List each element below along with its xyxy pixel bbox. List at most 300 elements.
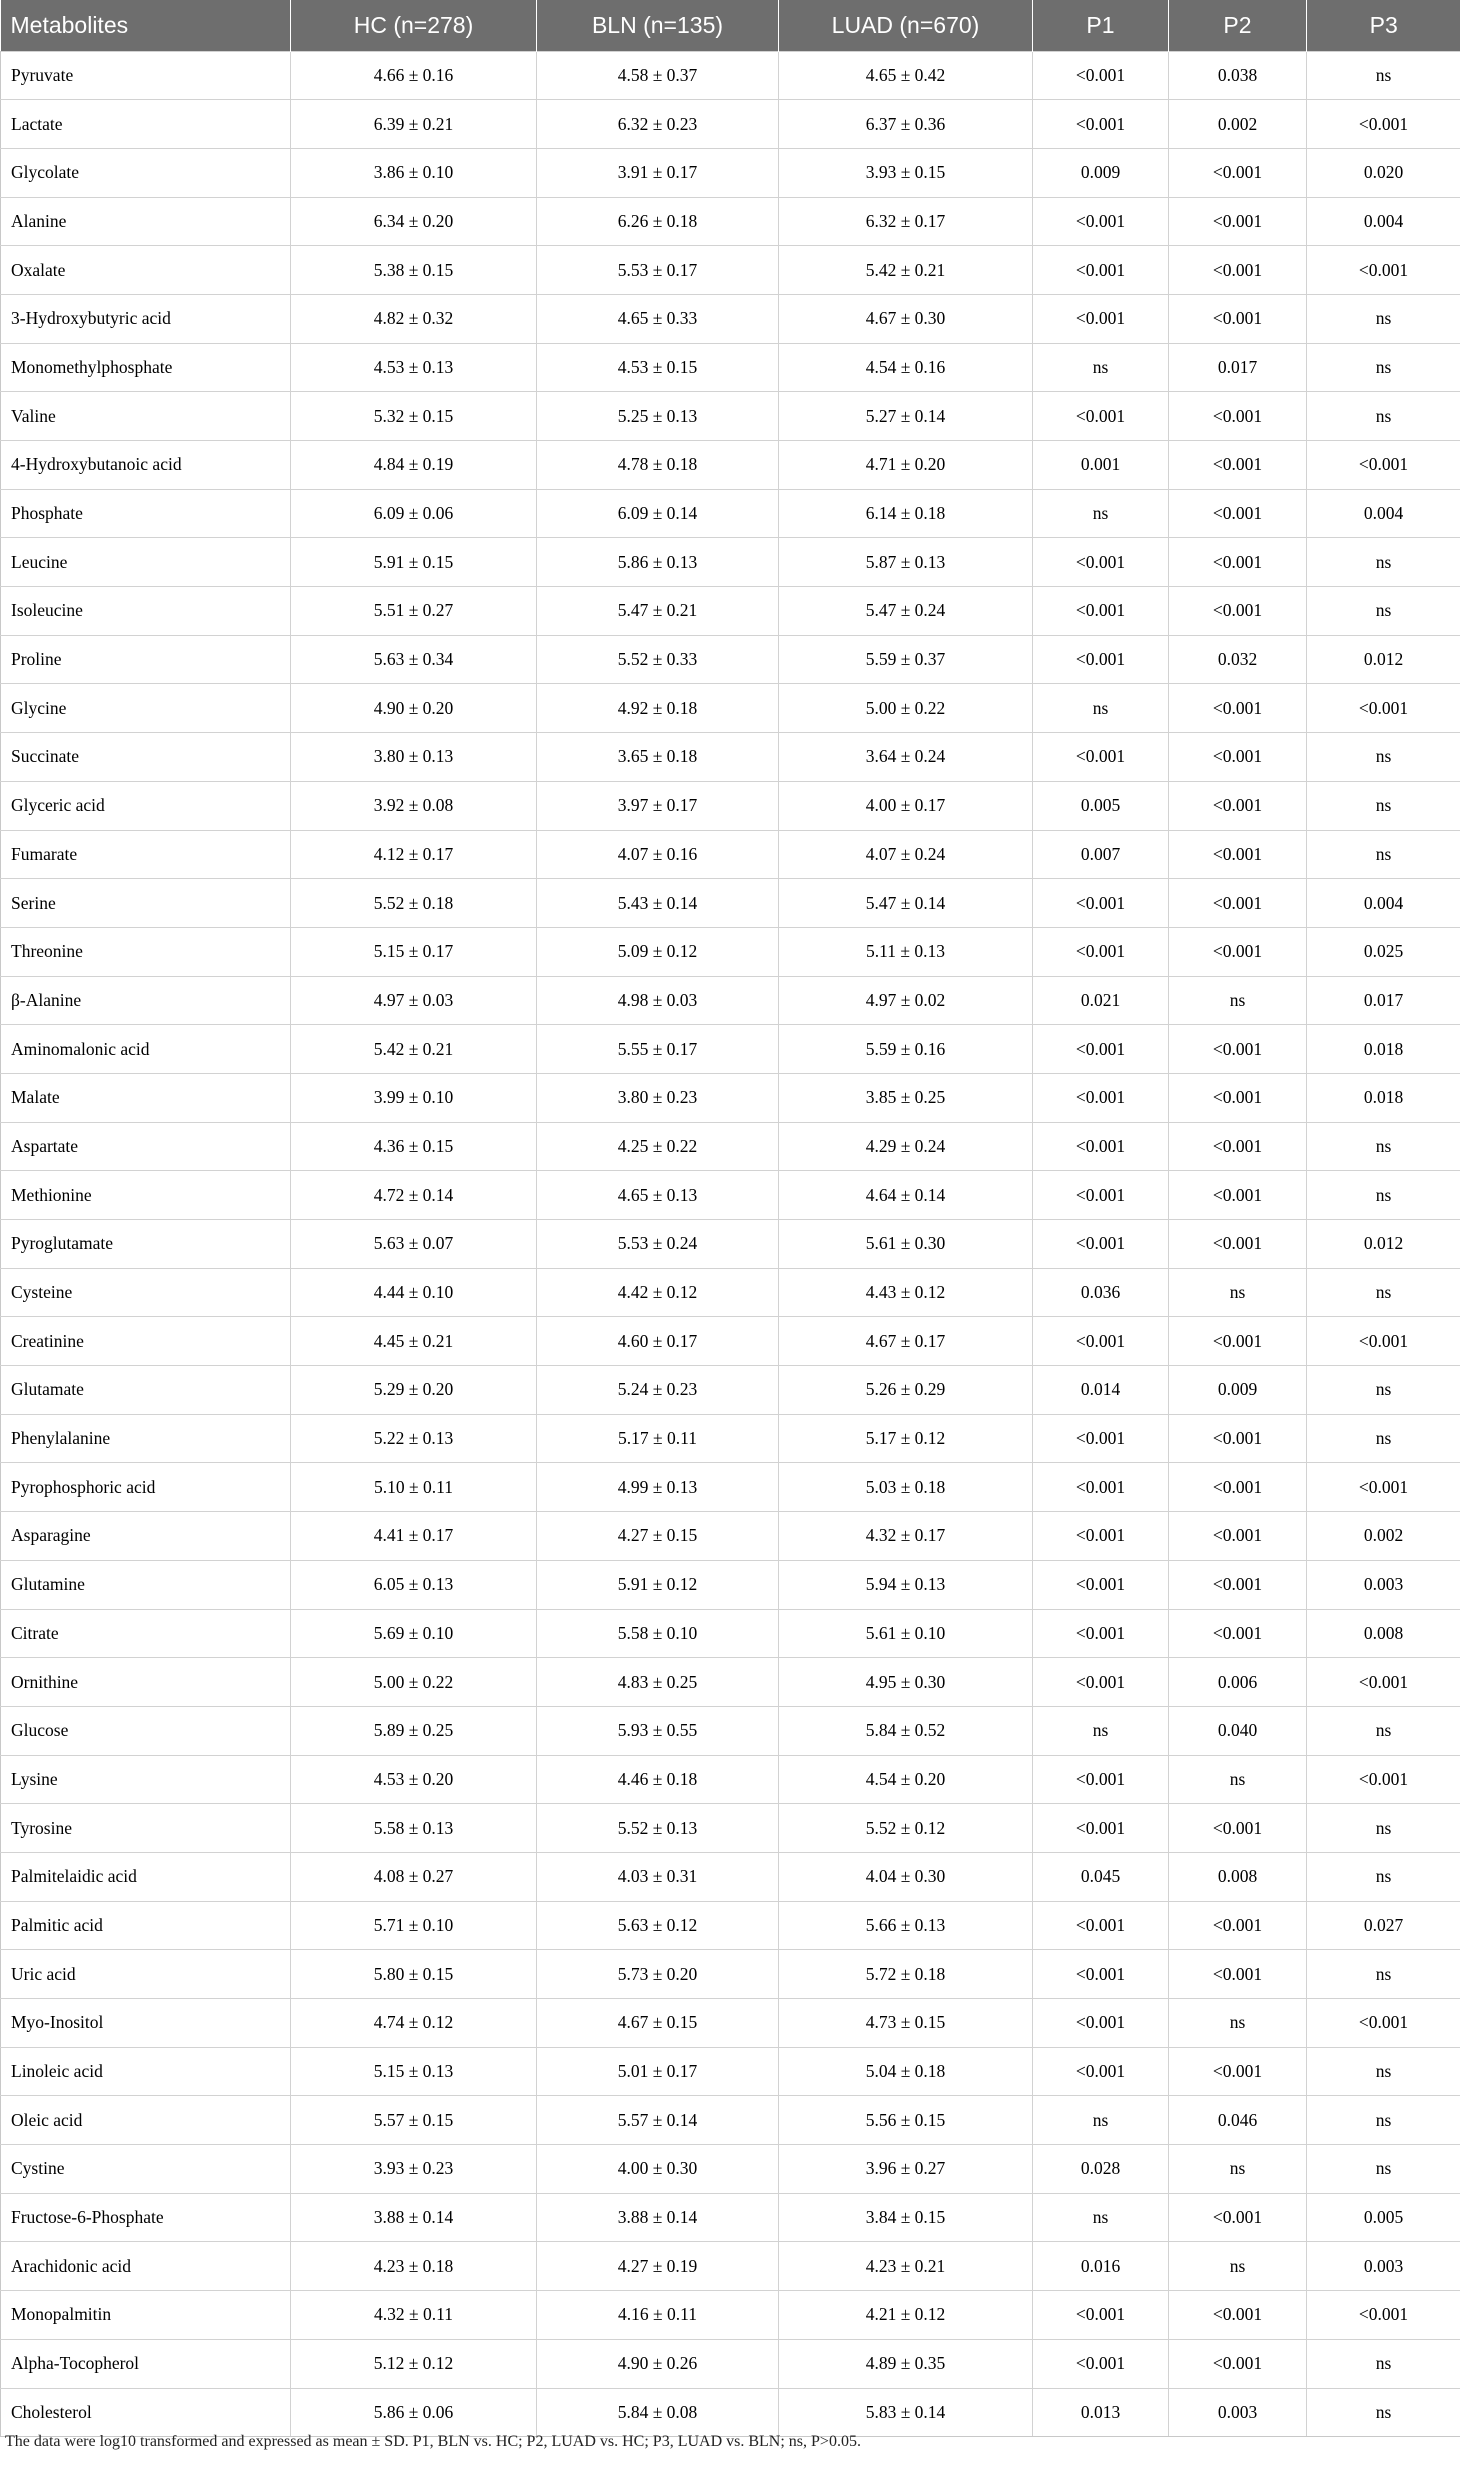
- hc-value-cell: 4.08 ± 0.27: [291, 1852, 537, 1901]
- metabolite-name-cell: Valine: [1, 392, 291, 441]
- p1-value-cell: <0.001: [1033, 1658, 1169, 1707]
- hc-value-cell: 5.32 ± 0.15: [291, 392, 537, 441]
- p3-value-cell: ns: [1307, 392, 1460, 441]
- bln-value-cell: 4.92 ± 0.18: [537, 684, 779, 733]
- luad-value-cell: 5.26 ± 0.29: [779, 1366, 1033, 1415]
- hc-value-cell: 4.97 ± 0.03: [291, 976, 537, 1025]
- bln-value-cell: 4.27 ± 0.19: [537, 2242, 779, 2291]
- hc-value-cell: 4.66 ± 0.16: [291, 51, 537, 100]
- p1-value-cell: ns: [1033, 343, 1169, 392]
- luad-value-cell: 4.21 ± 0.12: [779, 2291, 1033, 2340]
- luad-value-cell: 4.32 ± 0.17: [779, 1512, 1033, 1561]
- metabolite-name-cell: Oleic acid: [1, 2096, 291, 2145]
- hc-value-cell: 3.92 ± 0.08: [291, 781, 537, 830]
- table-row: [1, 1804, 1460, 1853]
- table-row: [1, 733, 1460, 782]
- table-row: [1, 197, 1460, 246]
- luad-value-cell: 4.97 ± 0.02: [779, 976, 1033, 1025]
- luad-value-cell: 5.84 ± 0.52: [779, 1706, 1033, 1755]
- table-row: [1, 1950, 1460, 1999]
- p3-value-cell: ns: [1307, 781, 1460, 830]
- p2-value-cell: 0.046: [1169, 2096, 1307, 2145]
- hc-value-cell: 4.53 ± 0.13: [291, 343, 537, 392]
- table-row: [1, 1755, 1460, 1804]
- luad-value-cell: 5.47 ± 0.24: [779, 587, 1033, 636]
- p3-value-cell: <0.001: [1307, 246, 1460, 295]
- p1-value-cell: 0.014: [1033, 1366, 1169, 1415]
- metabolite-name-cell: 3-Hydroxybutyric acid: [1, 294, 291, 343]
- hc-value-cell: 5.12 ± 0.12: [291, 2339, 537, 2388]
- p1-value-cell: <0.001: [1033, 1025, 1169, 1074]
- bln-value-cell: 5.52 ± 0.13: [537, 1804, 779, 1853]
- metabolite-name-cell: Lactate: [1, 100, 291, 149]
- metabolite-name-cell: Pyroglutamate: [1, 1220, 291, 1269]
- p1-value-cell: <0.001: [1033, 635, 1169, 684]
- table-row: [1, 1073, 1460, 1122]
- p3-value-cell: ns: [1307, 1950, 1460, 1999]
- metabolite-name-cell: Myo-Inositol: [1, 1999, 291, 2048]
- metabolite-name-cell: Creatinine: [1, 1317, 291, 1366]
- table-row: [1, 1317, 1460, 1366]
- hc-value-cell: 5.52 ± 0.18: [291, 879, 537, 928]
- table-row: [1, 246, 1460, 295]
- p2-value-cell: ns: [1169, 976, 1307, 1025]
- p1-value-cell: <0.001: [1033, 1999, 1169, 2048]
- p3-value-cell: 0.012: [1307, 1220, 1460, 1269]
- luad-value-cell: 5.59 ± 0.37: [779, 635, 1033, 684]
- table-row: [1, 1268, 1460, 1317]
- luad-value-cell: 4.67 ± 0.30: [779, 294, 1033, 343]
- metabolite-name-cell: Glyceric acid: [1, 781, 291, 830]
- hc-value-cell: 4.12 ± 0.17: [291, 830, 537, 879]
- p2-value-cell: <0.001: [1169, 1463, 1307, 1512]
- p1-value-cell: 0.009: [1033, 148, 1169, 197]
- table-row: [1, 538, 1460, 587]
- hc-value-cell: 4.90 ± 0.20: [291, 684, 537, 733]
- metabolite-name-cell: Fructose-6-Phosphate: [1, 2193, 291, 2242]
- table-row: [1, 587, 1460, 636]
- p2-value-cell: <0.001: [1169, 392, 1307, 441]
- metabolite-name-cell: Cholesterol: [1, 2388, 291, 2437]
- p1-value-cell: <0.001: [1033, 1609, 1169, 1658]
- p3-value-cell: ns: [1307, 2145, 1460, 2194]
- p3-value-cell: 0.003: [1307, 1560, 1460, 1609]
- metabolite-name-cell: Ornithine: [1, 1658, 291, 1707]
- p2-value-cell: 0.003: [1169, 2388, 1307, 2437]
- p3-value-cell: <0.001: [1307, 441, 1460, 490]
- p2-value-cell: <0.001: [1169, 538, 1307, 587]
- p2-value-cell: <0.001: [1169, 1512, 1307, 1561]
- table-row: [1, 2242, 1460, 2291]
- table-row: [1, 1463, 1460, 1512]
- bln-value-cell: 4.00 ± 0.30: [537, 2145, 779, 2194]
- hc-value-cell: 5.57 ± 0.15: [291, 2096, 537, 2145]
- metabolite-name-cell: Lysine: [1, 1755, 291, 1804]
- table-row: [1, 2145, 1460, 2194]
- p2-value-cell: <0.001: [1169, 879, 1307, 928]
- table-row: [1, 2291, 1460, 2340]
- p2-value-cell: <0.001: [1169, 441, 1307, 490]
- table-row: [1, 343, 1460, 392]
- luad-value-cell: 5.00 ± 0.22: [779, 684, 1033, 733]
- p2-value-cell: <0.001: [1169, 2339, 1307, 2388]
- p1-value-cell: <0.001: [1033, 1950, 1169, 1999]
- column-header-bln: BLN (n=135): [537, 0, 779, 51]
- p1-value-cell: 0.007: [1033, 830, 1169, 879]
- p3-value-cell: ns: [1307, 2096, 1460, 2145]
- table-row: [1, 635, 1460, 684]
- luad-value-cell: 6.32 ± 0.17: [779, 197, 1033, 246]
- table-row: [1, 1560, 1460, 1609]
- luad-value-cell: 4.89 ± 0.35: [779, 2339, 1033, 2388]
- luad-value-cell: 5.47 ± 0.14: [779, 879, 1033, 928]
- column-header-p1: P1: [1033, 0, 1169, 51]
- p3-value-cell: <0.001: [1307, 684, 1460, 733]
- metabolite-name-cell: 4-Hydroxybutanoic acid: [1, 441, 291, 490]
- bln-value-cell: 3.91 ± 0.17: [537, 148, 779, 197]
- table-row: [1, 1366, 1460, 1415]
- table-row: [1, 1999, 1460, 2048]
- p3-value-cell: 0.005: [1307, 2193, 1460, 2242]
- p2-value-cell: 0.032: [1169, 635, 1307, 684]
- p2-value-cell: <0.001: [1169, 830, 1307, 879]
- hc-value-cell: 5.89 ± 0.25: [291, 1706, 537, 1755]
- p3-value-cell: ns: [1307, 51, 1460, 100]
- p2-value-cell: <0.001: [1169, 197, 1307, 246]
- p1-value-cell: <0.001: [1033, 246, 1169, 295]
- hc-value-cell: 5.29 ± 0.20: [291, 1366, 537, 1415]
- p3-value-cell: ns: [1307, 1122, 1460, 1171]
- hc-value-cell: 5.42 ± 0.21: [291, 1025, 537, 1074]
- luad-value-cell: 3.85 ± 0.25: [779, 1073, 1033, 1122]
- table-footnote: The data were log10 transformed and expressed as mean ± SD. P1, BLN vs. HC; P2, LUAD vs. HC; P3, LUAD vs. BLN; ns, P>0.05.: [5, 2433, 861, 2450]
- hc-value-cell: 4.84 ± 0.19: [291, 441, 537, 490]
- bln-value-cell: 5.84 ± 0.08: [537, 2388, 779, 2437]
- p3-value-cell: <0.001: [1307, 1317, 1460, 1366]
- p2-value-cell: ns: [1169, 1755, 1307, 1804]
- table-row: [1, 392, 1460, 441]
- metabolite-name-cell: Aspartate: [1, 1122, 291, 1171]
- metabolite-name-cell: Arachidonic acid: [1, 2242, 291, 2291]
- p1-value-cell: ns: [1033, 2193, 1169, 2242]
- p3-value-cell: ns: [1307, 2047, 1460, 2096]
- bln-value-cell: 4.90 ± 0.26: [537, 2339, 779, 2388]
- p1-value-cell: <0.001: [1033, 733, 1169, 782]
- metabolite-name-cell: Phosphate: [1, 489, 291, 538]
- bln-value-cell: 5.53 ± 0.17: [537, 246, 779, 295]
- p2-value-cell: <0.001: [1169, 246, 1307, 295]
- bln-value-cell: 3.80 ± 0.23: [537, 1073, 779, 1122]
- p2-value-cell: <0.001: [1169, 1025, 1307, 1074]
- bln-value-cell: 4.78 ± 0.18: [537, 441, 779, 490]
- metabolite-name-cell: Cysteine: [1, 1268, 291, 1317]
- metabolite-name-cell: Glycolate: [1, 148, 291, 197]
- hc-value-cell: 5.91 ± 0.15: [291, 538, 537, 587]
- luad-value-cell: 5.61 ± 0.30: [779, 1220, 1033, 1269]
- metabolite-name-cell: Uric acid: [1, 1950, 291, 1999]
- hc-value-cell: 3.99 ± 0.10: [291, 1073, 537, 1122]
- p1-value-cell: <0.001: [1033, 2339, 1169, 2388]
- p1-value-cell: 0.005: [1033, 781, 1169, 830]
- p3-value-cell: 0.017: [1307, 976, 1460, 1025]
- table-row: [1, 2047, 1460, 2096]
- table-row: [1, 441, 1460, 490]
- table-row: [1, 294, 1460, 343]
- p3-value-cell: ns: [1307, 830, 1460, 879]
- p2-value-cell: <0.001: [1169, 781, 1307, 830]
- luad-value-cell: 4.04 ± 0.30: [779, 1852, 1033, 1901]
- hc-value-cell: 4.74 ± 0.12: [291, 1999, 537, 2048]
- p3-value-cell: 0.003: [1307, 2242, 1460, 2291]
- hc-value-cell: 5.58 ± 0.13: [291, 1804, 537, 1853]
- p1-value-cell: <0.001: [1033, 1220, 1169, 1269]
- p2-value-cell: 0.017: [1169, 343, 1307, 392]
- p2-value-cell: ns: [1169, 1268, 1307, 1317]
- table-row: [1, 1171, 1460, 1220]
- bln-value-cell: 5.86 ± 0.13: [537, 538, 779, 587]
- luad-value-cell: 4.73 ± 0.15: [779, 1999, 1033, 2048]
- table-row: [1, 781, 1460, 830]
- bln-value-cell: 4.98 ± 0.03: [537, 976, 779, 1025]
- p2-value-cell: <0.001: [1169, 927, 1307, 976]
- luad-value-cell: 5.66 ± 0.13: [779, 1901, 1033, 1950]
- luad-value-cell: 3.64 ± 0.24: [779, 733, 1033, 782]
- metabolite-name-cell: Proline: [1, 635, 291, 684]
- metabolite-name-cell: Monomethylphosphate: [1, 343, 291, 392]
- p2-value-cell: ns: [1169, 2242, 1307, 2291]
- bln-value-cell: 4.27 ± 0.15: [537, 1512, 779, 1561]
- hc-value-cell: 5.69 ± 0.10: [291, 1609, 537, 1658]
- p2-value-cell: <0.001: [1169, 1414, 1307, 1463]
- metabolite-name-cell: Monopalmitin: [1, 2291, 291, 2340]
- table-row: [1, 830, 1460, 879]
- bln-value-cell: 4.65 ± 0.33: [537, 294, 779, 343]
- p1-value-cell: 0.013: [1033, 2388, 1169, 2437]
- column-header-luad: LUAD (n=670): [779, 0, 1033, 51]
- p1-value-cell: 0.045: [1033, 1852, 1169, 1901]
- p1-value-cell: <0.001: [1033, 2291, 1169, 2340]
- p1-value-cell: 0.036: [1033, 1268, 1169, 1317]
- metabolite-name-cell: Phenylalanine: [1, 1414, 291, 1463]
- p1-value-cell: <0.001: [1033, 1560, 1169, 1609]
- p3-value-cell: ns: [1307, 343, 1460, 392]
- p2-value-cell: <0.001: [1169, 1317, 1307, 1366]
- luad-value-cell: 4.29 ± 0.24: [779, 1122, 1033, 1171]
- luad-value-cell: 5.83 ± 0.14: [779, 2388, 1033, 2437]
- p2-value-cell: 0.009: [1169, 1366, 1307, 1415]
- luad-value-cell: 4.64 ± 0.14: [779, 1171, 1033, 1220]
- p2-value-cell: <0.001: [1169, 1804, 1307, 1853]
- p2-value-cell: 0.008: [1169, 1852, 1307, 1901]
- hc-value-cell: 5.15 ± 0.13: [291, 2047, 537, 2096]
- bln-value-cell: 5.55 ± 0.17: [537, 1025, 779, 1074]
- p1-value-cell: ns: [1033, 2096, 1169, 2145]
- p3-value-cell: 0.027: [1307, 1901, 1460, 1950]
- bln-value-cell: 5.47 ± 0.21: [537, 587, 779, 636]
- luad-value-cell: 4.54 ± 0.16: [779, 343, 1033, 392]
- p3-value-cell: ns: [1307, 2388, 1460, 2437]
- p2-value-cell: <0.001: [1169, 2291, 1307, 2340]
- luad-value-cell: 5.87 ± 0.13: [779, 538, 1033, 587]
- p1-value-cell: 0.028: [1033, 2145, 1169, 2194]
- bln-value-cell: 4.67 ± 0.15: [537, 1999, 779, 2048]
- p1-value-cell: <0.001: [1033, 2047, 1169, 2096]
- metabolite-name-cell: Leucine: [1, 538, 291, 587]
- hc-value-cell: 4.44 ± 0.10: [291, 1268, 537, 1317]
- p2-value-cell: 0.002: [1169, 100, 1307, 149]
- table-row: [1, 1414, 1460, 1463]
- p3-value-cell: ns: [1307, 1852, 1460, 1901]
- p2-value-cell: <0.001: [1169, 294, 1307, 343]
- p3-value-cell: 0.020: [1307, 148, 1460, 197]
- hc-value-cell: 5.15 ± 0.17: [291, 927, 537, 976]
- table-row: [1, 927, 1460, 976]
- p3-value-cell: 0.018: [1307, 1073, 1460, 1122]
- table-row: [1, 148, 1460, 197]
- bln-value-cell: 5.57 ± 0.14: [537, 2096, 779, 2145]
- bln-value-cell: 5.53 ± 0.24: [537, 1220, 779, 1269]
- metabolite-name-cell: Threonine: [1, 927, 291, 976]
- luad-value-cell: 4.95 ± 0.30: [779, 1658, 1033, 1707]
- metabolite-name-cell: Glutamine: [1, 1560, 291, 1609]
- p1-value-cell: ns: [1033, 1706, 1169, 1755]
- luad-value-cell: 5.27 ± 0.14: [779, 392, 1033, 441]
- p1-value-cell: <0.001: [1033, 1414, 1169, 1463]
- p3-value-cell: 0.008: [1307, 1609, 1460, 1658]
- p2-value-cell: <0.001: [1169, 148, 1307, 197]
- hc-value-cell: 4.72 ± 0.14: [291, 1171, 537, 1220]
- p3-value-cell: 0.025: [1307, 927, 1460, 976]
- hc-value-cell: 5.71 ± 0.10: [291, 1901, 537, 1950]
- table-row: [1, 976, 1460, 1025]
- table-row: [1, 2339, 1460, 2388]
- bln-value-cell: 6.26 ± 0.18: [537, 197, 779, 246]
- metabolite-name-cell: Alpha-Tocopherol: [1, 2339, 291, 2388]
- bln-value-cell: 4.83 ± 0.25: [537, 1658, 779, 1707]
- bln-value-cell: 4.46 ± 0.18: [537, 1755, 779, 1804]
- luad-value-cell: 4.54 ± 0.20: [779, 1755, 1033, 1804]
- table-row: [1, 1658, 1460, 1707]
- metabolite-name-cell: Isoleucine: [1, 587, 291, 636]
- bln-value-cell: 4.07 ± 0.16: [537, 830, 779, 879]
- bln-value-cell: 3.65 ± 0.18: [537, 733, 779, 782]
- hc-value-cell: 5.80 ± 0.15: [291, 1950, 537, 1999]
- metabolite-name-cell: Succinate: [1, 733, 291, 782]
- bln-value-cell: 5.52 ± 0.33: [537, 635, 779, 684]
- luad-value-cell: 3.96 ± 0.27: [779, 2145, 1033, 2194]
- column-header-p2: P2: [1169, 0, 1307, 51]
- hc-value-cell: 6.39 ± 0.21: [291, 100, 537, 149]
- hc-value-cell: 4.32 ± 0.11: [291, 2291, 537, 2340]
- luad-value-cell: 4.67 ± 0.17: [779, 1317, 1033, 1366]
- p1-value-cell: <0.001: [1033, 392, 1169, 441]
- p2-value-cell: <0.001: [1169, 1122, 1307, 1171]
- luad-value-cell: 4.00 ± 0.17: [779, 781, 1033, 830]
- p2-value-cell: 0.040: [1169, 1706, 1307, 1755]
- p2-value-cell: <0.001: [1169, 1220, 1307, 1269]
- metabolite-name-cell: Malate: [1, 1073, 291, 1122]
- p3-value-cell: <0.001: [1307, 1999, 1460, 2048]
- p1-value-cell: 0.001: [1033, 441, 1169, 490]
- luad-value-cell: 5.56 ± 0.15: [779, 2096, 1033, 2145]
- hc-value-cell: 4.53 ± 0.20: [291, 1755, 537, 1804]
- metabolite-name-cell: Linoleic acid: [1, 2047, 291, 2096]
- hc-value-cell: 3.86 ± 0.10: [291, 148, 537, 197]
- hc-value-cell: 6.05 ± 0.13: [291, 1560, 537, 1609]
- bln-value-cell: 4.53 ± 0.15: [537, 343, 779, 392]
- p3-value-cell: ns: [1307, 1804, 1460, 1853]
- luad-value-cell: 6.14 ± 0.18: [779, 489, 1033, 538]
- p3-value-cell: <0.001: [1307, 1658, 1460, 1707]
- bln-value-cell: 5.17 ± 0.11: [537, 1414, 779, 1463]
- p1-value-cell: 0.016: [1033, 2242, 1169, 2291]
- p3-value-cell: ns: [1307, 1414, 1460, 1463]
- luad-value-cell: 6.37 ± 0.36: [779, 100, 1033, 149]
- table-row: [1, 2388, 1460, 2437]
- p1-value-cell: <0.001: [1033, 1122, 1169, 1171]
- hc-value-cell: 5.10 ± 0.11: [291, 1463, 537, 1512]
- p2-value-cell: <0.001: [1169, 587, 1307, 636]
- luad-value-cell: 4.65 ± 0.42: [779, 51, 1033, 100]
- bln-value-cell: 5.58 ± 0.10: [537, 1609, 779, 1658]
- metabolite-name-cell: Oxalate: [1, 246, 291, 295]
- metabolite-name-cell: Citrate: [1, 1609, 291, 1658]
- luad-value-cell: 5.52 ± 0.12: [779, 1804, 1033, 1853]
- p2-value-cell: <0.001: [1169, 1073, 1307, 1122]
- hc-value-cell: 5.22 ± 0.13: [291, 1414, 537, 1463]
- luad-value-cell: 4.23 ± 0.21: [779, 2242, 1033, 2291]
- bln-value-cell: 6.32 ± 0.23: [537, 100, 779, 149]
- hc-value-cell: 5.86 ± 0.06: [291, 2388, 537, 2437]
- metabolite-name-cell: Aminomalonic acid: [1, 1025, 291, 1074]
- p3-value-cell: 0.018: [1307, 1025, 1460, 1074]
- hc-value-cell: 4.41 ± 0.17: [291, 1512, 537, 1561]
- hc-value-cell: 4.45 ± 0.21: [291, 1317, 537, 1366]
- luad-value-cell: 3.84 ± 0.15: [779, 2193, 1033, 2242]
- hc-value-cell: 5.38 ± 0.15: [291, 246, 537, 295]
- p2-value-cell: 0.006: [1169, 1658, 1307, 1707]
- table-row: [1, 489, 1460, 538]
- metabolite-name-cell: Tyrosine: [1, 1804, 291, 1853]
- p1-value-cell: <0.001: [1033, 100, 1169, 149]
- luad-value-cell: 4.71 ± 0.20: [779, 441, 1033, 490]
- p3-value-cell: 0.004: [1307, 489, 1460, 538]
- p1-value-cell: <0.001: [1033, 538, 1169, 587]
- bln-value-cell: 4.58 ± 0.37: [537, 51, 779, 100]
- p3-value-cell: <0.001: [1307, 1463, 1460, 1512]
- hc-value-cell: 3.93 ± 0.23: [291, 2145, 537, 2194]
- p3-value-cell: 0.004: [1307, 197, 1460, 246]
- luad-value-cell: 5.04 ± 0.18: [779, 2047, 1033, 2096]
- metabolite-name-cell: Fumarate: [1, 830, 291, 879]
- p1-value-cell: 0.021: [1033, 976, 1169, 1025]
- p1-value-cell: <0.001: [1033, 1171, 1169, 1220]
- hc-value-cell: 5.63 ± 0.07: [291, 1220, 537, 1269]
- p2-value-cell: <0.001: [1169, 1171, 1307, 1220]
- p3-value-cell: 0.004: [1307, 879, 1460, 928]
- p2-value-cell: 0.038: [1169, 51, 1307, 100]
- hc-value-cell: 4.36 ± 0.15: [291, 1122, 537, 1171]
- luad-value-cell: 5.03 ± 0.18: [779, 1463, 1033, 1512]
- bln-value-cell: 4.03 ± 0.31: [537, 1852, 779, 1901]
- metabolite-name-cell: Serine: [1, 879, 291, 928]
- hc-value-cell: 5.63 ± 0.34: [291, 635, 537, 684]
- table-header: [1, 0, 1460, 51]
- metabolite-name-cell: Palmitic acid: [1, 1901, 291, 1950]
- metabolite-name-cell: Glucose: [1, 1706, 291, 1755]
- p3-value-cell: ns: [1307, 587, 1460, 636]
- table-row: [1, 100, 1460, 149]
